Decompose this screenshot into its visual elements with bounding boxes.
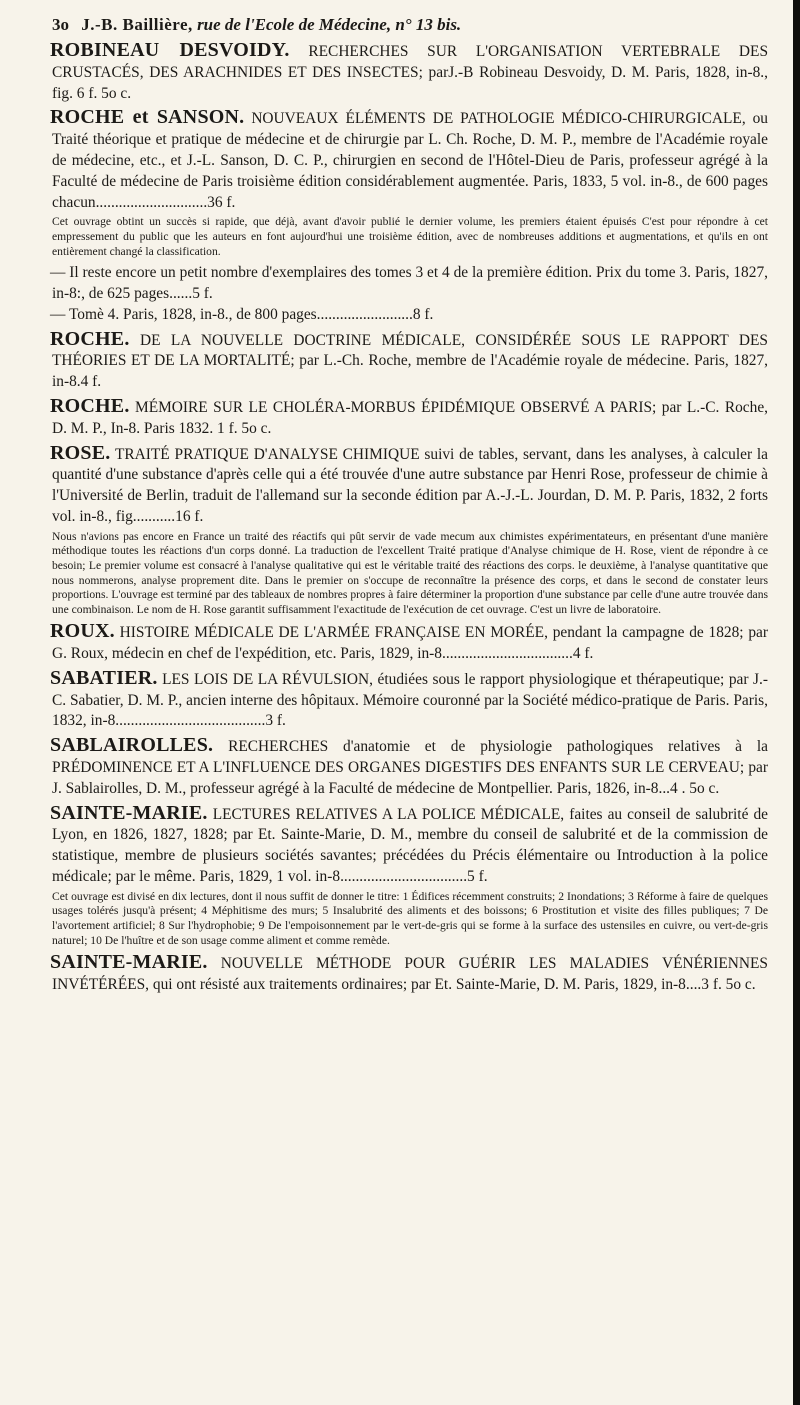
catalogue-entry xyxy=(52,396,768,440)
entry-text: NOUVELLE MÉTHODE POUR GUÉRIR LES MALADIES VÉNÉRIENNES INVÉTÉRÉES, qui ont résisté aux traitements ordinaires; par Et. Sainte-Marie, D. M. Paris, 1829, in-8....3 f. 5o c. xyxy=(52,955,768,994)
entry-text: HISTOIRE MÉDICALE DE L'ARMÉE FRANÇAISE EN MORÉE, pendant la campagne de 1828; par G. Roux, médecin en chef de l'expédition, etc. Paris, 1829, in-8..................................4 f. xyxy=(52,624,768,663)
publisher-name: J.-B. Baillière, xyxy=(81,15,193,34)
entry-text: LES LOIS DE LA RÉVULSION, étudiées sous le rapport physiologique et thérapeutique; par J.-C. Sabatier, D. M. P., ancien interne des hôpitaux. Mémoire couronné par la Société médico-pratique de Paris. Paris, 1832, in-8.......................................3 f. xyxy=(52,670,768,730)
catalogue-entry xyxy=(52,107,768,325)
entry-author: SABLAIROLLES. xyxy=(50,734,214,757)
catalogue-entry xyxy=(52,621,768,665)
entry-note: Cet ouvrage obtint un succès si rapide, que déjà, avant d'avoir publié le dernier volume, les premiers étaient épuisés C'est pour répondre à cet empressement du public que les auteurs en font aujourd'hui une troisième édition, avec de nombreuses additions et augmentations, et qu'ils en ont entièrement changé la classification. xyxy=(52,215,768,258)
entry-text: TRAITÉ PRATIQUE D'ANALYSE CHIMIQUE suivi de tables, servant, dans les analyses, à calculer la quantité d'une substance d'après celle qui a été trouvée d'une autre substance par Henri Rose, professeur de chimie à l'Université de Berlin, traduit de l'allemand sur la seconde édition par A.-J.-L. Jourdan, D. M. P. Paris, 1832, 2 forts vol. in-8., fig...........16 f. xyxy=(52,445,769,525)
entry-text: MÉMOIRE SUR LE CHOLÉRA-MORBUS ÉPIDÉMIQUE OBSERVÉ A PARIS; par L.-C. Roche, D. M. P., In-8. Paris 1832. 1 f. 5o c. xyxy=(52,398,768,437)
entry-author: SAINTE-MARIE. xyxy=(50,951,208,974)
entry-text: RECHERCHES SUR L'ORGANISATION VERTEBRALE DES CRUSTACÉS, DES ARACHNIDES ET DES INSECTES; parJ.-B Robineau Desvoidy, D. M. Paris, 1828, in-8., fig. 6 f. 5o c. xyxy=(52,43,768,102)
entry-note: Nous n'avions pas encore en France un traité des réactifs qui pût servir de vade mecum aux chimistes expérimentateurs, en présentant d'une manière méthodique toutes les réactions d'un corps donné. La traduction de l'excellent Traité pratique d'Analyse chimique de H. Rose, vient de répondre à ce besoin; Le premier volume est consacré à l'analyse qualitative qui est le véritable traité des réactions des corps. le deuxième, à l'analyse quantitative que nous nommerons, analyse proprement dite. Dans le premier on s'occupe de reconnaître la présence des corps, et dans le second de constater leurs proportions. L'ouvrage est terminé par des tableaux de nombres propres à faire déterminer la proportion d'une substance par celle d'une autre trouvée dans une combinaison. Le nom de H. Rose garantit suffisamment l'exactitude de l'exécution de cet ouvrage. C'est un livre de laboratoire. xyxy=(52,529,768,616)
entry-subline: — Il reste encore un petit nombre d'exemplaires des tomes 3 et 4 de la première édition. Prix du tome 3. Paris, 1827, in-8:, de 625 pages......5 f. xyxy=(50,264,768,302)
entry-note: Cet ouvrage est divisé en dix lectures, dont il nous suffit de donner le titre: 1 Édifices récemment construits; 2 Inondations; 3 Réforme à faire de quelques usages tolérés jusqu'à présent; 4 Méphitisme des murs; 5 Insalubrité des aliments et des boissons; 6 Prostitution et visite des filles publiques; 7 De l'avortement artificiel; 8 Sur l'hydrophobie; 9 De l'empoisonnement par le vert-de-gris qui se forme à la surface des ustensiles en cuivre, ou vert-de-gris naturel; 10 De l'huître et de son usage comme aliment et comme remède. xyxy=(52,889,768,947)
entry-author: ROSE. xyxy=(50,441,111,464)
entry-text: RECHERCHES d'anatomie et de physiologie pathologiques relatives à la PRÉDOMINENCE ET A L'INFLUENCE DES ORGANES DIGESTIFS DES ENFANTS SUR LE CERVEAU; par J. Sablairolles, D. M., professeur agrégé à la Faculté de médecine de Montpellier. Paris, 1826, in-8...4 . 5o c. xyxy=(52,738,768,797)
entry-text: LECTURES RELATIVES A LA POLICE MÉDICALE, faites au conseil de salubrité de Lyon, en 1826, 1827, 1828; par Et. Sainte-Marie, D. M., membre du conseil de salubrité et de la commission de statistique, membre de plusieurs sociétés savantes; précédées du Précis élémentaire ou Introduction à la police médicale; par le même. Paris, 1829, 1 vol. in-8.................................5 f. xyxy=(52,805,768,886)
entry-author: ROBINEAU DESVOIDY. xyxy=(50,39,290,61)
catalogue-entry xyxy=(52,40,768,104)
publisher-address: rue de l'Ecole de Médecine, n° 13 bis. xyxy=(197,15,462,34)
entry-author: SABATIER. xyxy=(50,666,158,689)
page-number: 3o xyxy=(52,15,69,34)
catalogue-entry xyxy=(52,443,768,618)
entry-subline: — Tomè 4. Paris, 1828, in-8., de 800 pages.........................8 f. xyxy=(50,305,434,323)
entry-author: ROCHE et SANSON. xyxy=(50,106,245,129)
entry-author: ROCHE. xyxy=(50,327,130,350)
entry-text: NOUVEAUX ÉLÉMENTS DE PATHOLOGIE MÉDICO-CHIRURGICALE, ou Traité théorique et pratique de médecine et de chirurgie par L. Ch. Roche, D. M. P., membre de l'Académie royale de médecine, etc., et J.-L. Sanson, D. C. P., chirurgien en second de l'Hôtel-Dieu de Paris, professeur agrégé à la Faculté de médecine de Paris troisième édition considérablement augmentée. Paris, 1833, 5 vol. in-8., de 600 pages chacun.............................36 f. xyxy=(52,110,768,211)
entry-author: SAINTE-MARIE. xyxy=(50,801,208,824)
catalogue-entry xyxy=(52,952,768,996)
page-header xyxy=(52,14,768,36)
scan-edge xyxy=(793,0,800,1405)
catalogue-entry xyxy=(52,735,768,799)
entry-text: DE LA NOUVELLE DOCTRINE MÉDICALE, CONSIDÉRÉE SOUS LE RAPPORT DES THÉORIES ET DE LA MORTALITÉ; par L.-Ch. Roche, membre de l'Académie royale de médecine. Paris, 1827, in-8.4 f. xyxy=(52,331,768,391)
entry-author: ROUX. xyxy=(50,620,115,643)
entry-author: ROCHE. xyxy=(50,394,130,417)
catalogue-entry xyxy=(52,668,768,732)
catalogue-entry xyxy=(52,803,768,949)
catalogue-entry xyxy=(52,329,768,393)
